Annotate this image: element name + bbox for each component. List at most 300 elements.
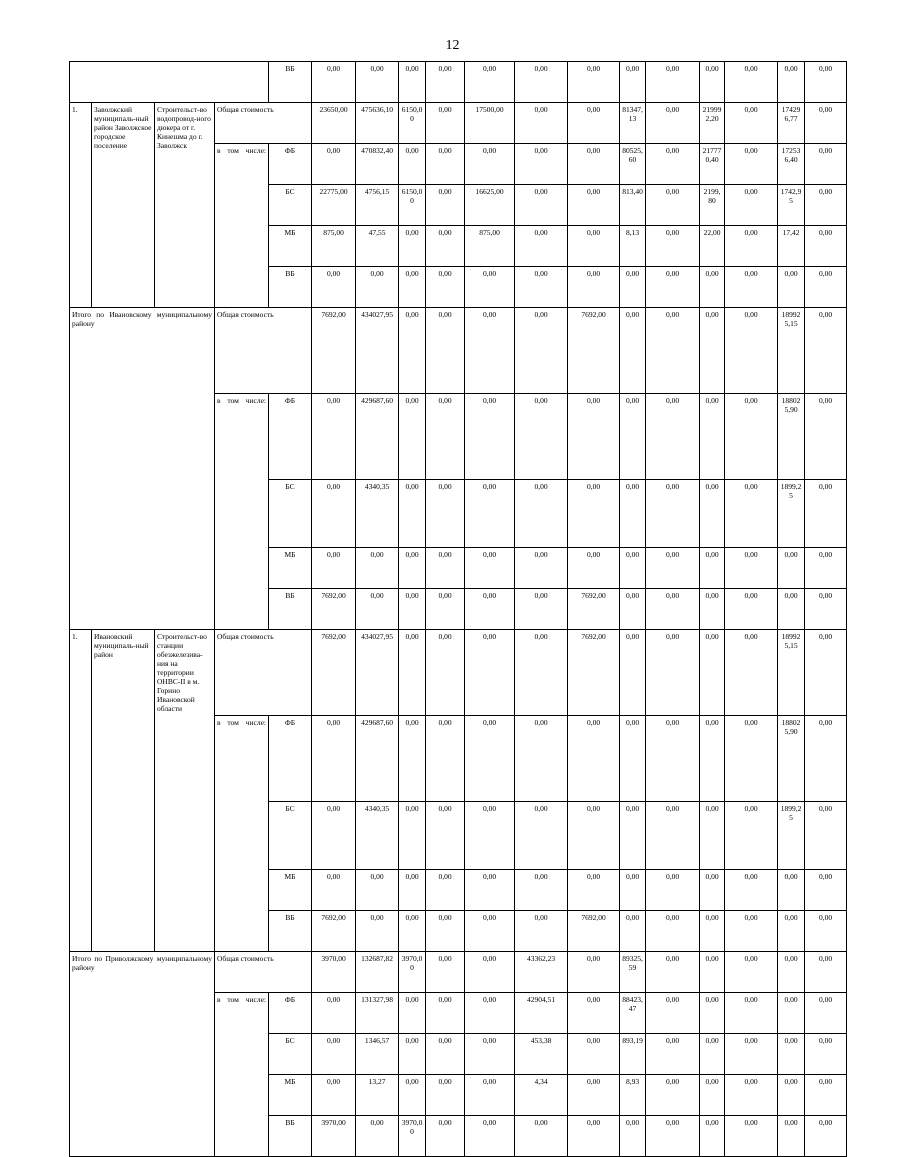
value-cell: 0,00	[700, 1116, 725, 1157]
value-cell: 0,00	[646, 62, 700, 103]
value-cell: 0,00	[700, 870, 725, 911]
table-row	[70, 308, 847, 394]
value-cell: 0,00	[646, 103, 700, 144]
value-cell: 0,00	[399, 548, 426, 589]
value-cell: 0,00	[700, 630, 725, 716]
value-cell: 0,00	[426, 630, 465, 716]
value-cell: 0,00	[465, 1075, 515, 1116]
value-cell: 0,00	[515, 870, 568, 911]
value-cell: 0,00	[805, 630, 847, 716]
value-cell: 8,13	[620, 226, 646, 267]
value-cell: 172536,40	[778, 144, 805, 185]
value-cell: 0,00	[465, 630, 515, 716]
value-cell: 0,00	[620, 308, 646, 394]
value-cell: 0,00	[646, 144, 700, 185]
source-label: БС	[269, 185, 312, 226]
total-cost-label: Общая стоимость	[215, 952, 312, 993]
district-name: Заволжский муниципаль-ный район Заволжское городское поселение	[92, 103, 155, 308]
value-cell: 0,00	[515, 630, 568, 716]
value-cell: 0,00	[399, 589, 426, 630]
value-cell: 7692,00	[568, 630, 620, 716]
value-cell: 0,00	[465, 870, 515, 911]
value-cell: 0,00	[356, 62, 399, 103]
value-cell: 0,00	[426, 103, 465, 144]
value-cell: 0,00	[426, 911, 465, 952]
value-cell: 0,00	[646, 911, 700, 952]
value-cell: 0,00	[465, 952, 515, 993]
value-cell: 0,00	[515, 308, 568, 394]
value-cell: 0,00	[620, 870, 646, 911]
value-cell: 4340,35	[356, 802, 399, 870]
value-cell: 0,00	[725, 226, 778, 267]
value-cell: 0,00	[312, 144, 356, 185]
value-cell: 1899,25	[778, 480, 805, 548]
value-cell: 0,00	[426, 480, 465, 548]
value-cell: 0,00	[725, 1116, 778, 1157]
value-cell: 0,00	[805, 716, 847, 802]
value-cell: 0,00	[805, 952, 847, 993]
value-cell: 0,00	[646, 1075, 700, 1116]
value-cell: 0,00	[700, 911, 725, 952]
value-cell: 3970,00	[312, 1116, 356, 1157]
value-cell: 0,00	[399, 144, 426, 185]
value-cell: 0,00	[568, 394, 620, 480]
value-cell: 0,00	[700, 589, 725, 630]
value-cell: 893,19	[620, 1034, 646, 1075]
value-cell: 0,00	[515, 62, 568, 103]
value-cell: 0,00	[515, 548, 568, 589]
value-cell: 0,00	[646, 267, 700, 308]
value-cell: 4340,35	[356, 480, 399, 548]
value-cell: 0,00	[356, 870, 399, 911]
value-cell: 0,00	[312, 802, 356, 870]
value-cell: 2199,80	[700, 185, 725, 226]
value-cell: 188025,90	[778, 394, 805, 480]
value-cell: 0,00	[725, 993, 778, 1034]
value-cell: 0,00	[465, 394, 515, 480]
object-name: Строительст-во водопровод-ного дюкера от г. Кинешма до г. Заволжск	[155, 103, 215, 308]
value-cell: 0,00	[805, 185, 847, 226]
value-cell: 0,00	[312, 716, 356, 802]
value-cell: 4,34	[515, 1075, 568, 1116]
value-cell: 0,00	[465, 308, 515, 394]
value-cell: 3970,00	[399, 952, 426, 993]
value-cell: 0,00	[568, 1116, 620, 1157]
value-cell: 7692,00	[568, 911, 620, 952]
value-cell: 0,00	[700, 548, 725, 589]
value-cell: 429687,60	[356, 394, 399, 480]
value-cell: 0,00	[805, 1075, 847, 1116]
value-cell: 0,00	[700, 267, 725, 308]
including-label: в том числе:	[215, 993, 269, 1157]
value-cell: 6150,00	[399, 103, 426, 144]
value-cell: 131327,98	[356, 993, 399, 1034]
value-cell: 0,00	[356, 548, 399, 589]
finance-table	[69, 61, 847, 1157]
value-cell: 0,00	[515, 716, 568, 802]
value-cell: 0,00	[426, 952, 465, 993]
value-cell: 0,00	[568, 226, 620, 267]
value-cell: 470832,40	[356, 144, 399, 185]
value-cell: 219992,20	[700, 103, 725, 144]
value-cell: 0,00	[312, 267, 356, 308]
value-cell: 0,00	[620, 62, 646, 103]
value-cell: 0,00	[465, 548, 515, 589]
value-cell: 0,00	[568, 480, 620, 548]
value-cell: 0,00	[426, 394, 465, 480]
value-cell: 813,40	[620, 185, 646, 226]
value-cell: 0,00	[568, 548, 620, 589]
value-cell: 6150,00	[399, 185, 426, 226]
value-cell: 0,00	[312, 62, 356, 103]
source-label: ВБ	[269, 62, 312, 103]
value-cell: 0,00	[426, 1034, 465, 1075]
value-cell: 0,00	[805, 911, 847, 952]
value-cell: 0,00	[700, 1034, 725, 1075]
table-row	[70, 62, 847, 103]
value-cell: 42904,51	[515, 993, 568, 1034]
value-cell: 0,00	[568, 870, 620, 911]
value-cell: 43362,23	[515, 952, 568, 993]
value-cell: 0,00	[515, 589, 568, 630]
source-label: БС	[269, 1034, 312, 1075]
value-cell: 0,00	[725, 802, 778, 870]
value-cell: 80525,60	[620, 144, 646, 185]
value-cell: 0,00	[515, 144, 568, 185]
value-cell: 0,00	[568, 185, 620, 226]
total-cost-label: Общая стоимость	[215, 308, 312, 394]
total-title: Итого по Приволжскому муниципальному району	[70, 952, 215, 1157]
value-cell: 0,00	[725, 548, 778, 589]
value-cell: 0,00	[465, 1116, 515, 1157]
value-cell: 47,55	[356, 226, 399, 267]
value-cell: 0,00	[312, 394, 356, 480]
value-cell: 0,00	[399, 308, 426, 394]
district-name: Ивановский муниципаль-ный район	[92, 630, 155, 952]
source-label: БС	[269, 480, 312, 548]
value-cell: 22775,00	[312, 185, 356, 226]
source-label: ВБ	[269, 267, 312, 308]
value-cell: 0,00	[399, 1075, 426, 1116]
value-cell: 17,42	[778, 226, 805, 267]
value-cell: 0,00	[725, 1034, 778, 1075]
value-cell: 0,00	[620, 630, 646, 716]
including-label: в том числе:	[215, 144, 269, 308]
value-cell: 434027,95	[356, 308, 399, 394]
value-cell: 0,00	[568, 62, 620, 103]
value-cell: 0,00	[312, 480, 356, 548]
value-cell: 475636,10	[356, 103, 399, 144]
value-cell: 0,00	[725, 267, 778, 308]
value-cell: 0,00	[399, 802, 426, 870]
blank-cell	[70, 62, 269, 103]
value-cell: 0,00	[646, 1034, 700, 1075]
value-cell: 0,00	[465, 267, 515, 308]
source-label: ФБ	[269, 716, 312, 802]
value-cell: 0,00	[465, 802, 515, 870]
value-cell: 0,00	[356, 589, 399, 630]
value-cell: 23650,00	[312, 103, 356, 144]
source-label: МБ	[269, 548, 312, 589]
value-cell: 0,00	[620, 802, 646, 870]
value-cell: 453,38	[515, 1034, 568, 1075]
source-label: ФБ	[269, 394, 312, 480]
value-cell: 0,00	[515, 911, 568, 952]
value-cell: 0,00	[426, 993, 465, 1034]
value-cell: 0,00	[620, 480, 646, 548]
source-label: ФБ	[269, 144, 312, 185]
value-cell: 217770,40	[700, 144, 725, 185]
value-cell: 0,00	[805, 62, 847, 103]
value-cell: 8,93	[620, 1075, 646, 1116]
value-cell: 0,00	[805, 103, 847, 144]
value-cell: 0,00	[805, 1034, 847, 1075]
source-label: ВБ	[269, 1116, 312, 1157]
value-cell: 132687,82	[356, 952, 399, 993]
value-cell: 0,00	[700, 62, 725, 103]
value-cell: 0,00	[620, 716, 646, 802]
value-cell: 0,00	[426, 62, 465, 103]
value-cell: 0,00	[646, 548, 700, 589]
value-cell: 88423,47	[620, 993, 646, 1034]
value-cell: 189925,15	[778, 630, 805, 716]
value-cell: 7692,00	[568, 589, 620, 630]
value-cell: 0,00	[312, 993, 356, 1034]
value-cell: 0,00	[778, 267, 805, 308]
value-cell: 0,00	[568, 802, 620, 870]
value-cell: 0,00	[568, 1034, 620, 1075]
value-cell: 0,00	[778, 589, 805, 630]
value-cell: 0,00	[312, 1034, 356, 1075]
value-cell: 0,00	[778, 952, 805, 993]
value-cell: 0,00	[725, 952, 778, 993]
value-cell: 7692,00	[312, 308, 356, 394]
table-row	[70, 103, 847, 144]
value-cell: 0,00	[426, 589, 465, 630]
source-label: МБ	[269, 1075, 312, 1116]
value-cell: 434027,95	[356, 630, 399, 716]
value-cell: 0,00	[700, 394, 725, 480]
value-cell: 3970,00	[399, 1116, 426, 1157]
value-cell: 0,00	[356, 911, 399, 952]
value-cell: 0,00	[700, 716, 725, 802]
value-cell: 0,00	[778, 1075, 805, 1116]
value-cell: 0,00	[700, 480, 725, 548]
value-cell: 0,00	[725, 62, 778, 103]
value-cell: 4756,15	[356, 185, 399, 226]
value-cell: 0,00	[426, 548, 465, 589]
value-cell: 7692,00	[312, 911, 356, 952]
value-cell: 0,00	[356, 267, 399, 308]
value-cell: 0,00	[399, 226, 426, 267]
value-cell: 0,00	[568, 993, 620, 1034]
value-cell: 0,00	[568, 144, 620, 185]
value-cell: 0,00	[725, 870, 778, 911]
value-cell: 0,00	[805, 308, 847, 394]
value-cell: 0,00	[515, 226, 568, 267]
source-label: БС	[269, 802, 312, 870]
value-cell: 0,00	[620, 589, 646, 630]
value-cell: 875,00	[465, 226, 515, 267]
value-cell: 0,00	[700, 993, 725, 1034]
value-cell: 0,00	[620, 267, 646, 308]
value-cell: 0,00	[620, 548, 646, 589]
value-cell: 0,00	[805, 226, 847, 267]
value-cell: 0,00	[805, 548, 847, 589]
value-cell: 0,00	[778, 1034, 805, 1075]
value-cell: 0,00	[700, 802, 725, 870]
value-cell: 0,00	[778, 548, 805, 589]
value-cell: 0,00	[646, 226, 700, 267]
value-cell: 0,00	[778, 911, 805, 952]
value-cell: 0,00	[399, 394, 426, 480]
value-cell: 0,00	[399, 1034, 426, 1075]
value-cell: 0,00	[426, 802, 465, 870]
value-cell: 0,00	[312, 1075, 356, 1116]
value-cell: 1346,57	[356, 1034, 399, 1075]
value-cell: 0,00	[646, 993, 700, 1034]
value-cell: 0,00	[399, 630, 426, 716]
value-cell: 0,00	[568, 952, 620, 993]
value-cell: 0,00	[426, 226, 465, 267]
value-cell: 0,00	[426, 185, 465, 226]
value-cell: 0,00	[725, 103, 778, 144]
table-body	[70, 62, 847, 1157]
value-cell: 0,00	[646, 952, 700, 993]
value-cell: 0,00	[805, 394, 847, 480]
value-cell: 189925,15	[778, 308, 805, 394]
value-cell: 0,00	[725, 144, 778, 185]
row-number: 1.	[70, 103, 92, 308]
value-cell: 22,00	[700, 226, 725, 267]
value-cell: 0,00	[465, 1034, 515, 1075]
value-cell: 0,00	[515, 1116, 568, 1157]
value-cell: 0,00	[805, 1116, 847, 1157]
value-cell: 174296,77	[778, 103, 805, 144]
value-cell: 0,00	[515, 103, 568, 144]
value-cell: 875,00	[312, 226, 356, 267]
value-cell: 0,00	[700, 1075, 725, 1116]
value-cell: 0,00	[426, 1075, 465, 1116]
value-cell: 0,00	[725, 716, 778, 802]
value-cell: 0,00	[515, 480, 568, 548]
value-cell: 0,00	[646, 308, 700, 394]
value-cell: 0,00	[646, 480, 700, 548]
value-cell: 0,00	[725, 394, 778, 480]
table-row	[70, 952, 847, 993]
value-cell: 0,00	[465, 62, 515, 103]
value-cell: 0,00	[620, 394, 646, 480]
value-cell: 0,00	[778, 62, 805, 103]
value-cell: 0,00	[465, 144, 515, 185]
value-cell: 0,00	[646, 870, 700, 911]
value-cell: 0,00	[805, 802, 847, 870]
value-cell: 0,00	[515, 802, 568, 870]
source-label: МБ	[269, 870, 312, 911]
value-cell: 0,00	[399, 911, 426, 952]
value-cell: 0,00	[805, 589, 847, 630]
value-cell: 0,00	[356, 1116, 399, 1157]
value-cell: 0,00	[646, 1116, 700, 1157]
value-cell: 0,00	[568, 267, 620, 308]
value-cell: 1742,95	[778, 185, 805, 226]
table-row	[70, 630, 847, 716]
value-cell: 0,00	[465, 716, 515, 802]
value-cell: 16625,00	[465, 185, 515, 226]
value-cell: 0,00	[426, 267, 465, 308]
value-cell: 0,00	[805, 993, 847, 1034]
value-cell: 7692,00	[568, 308, 620, 394]
value-cell: 89325,59	[620, 952, 646, 993]
value-cell: 0,00	[646, 716, 700, 802]
including-label: в том числе:	[215, 716, 269, 952]
value-cell: 0,00	[399, 480, 426, 548]
row-number: 1.	[70, 630, 92, 952]
value-cell: 0,00	[465, 589, 515, 630]
value-cell: 0,00	[725, 589, 778, 630]
value-cell: 0,00	[805, 267, 847, 308]
value-cell: 0,00	[725, 911, 778, 952]
value-cell: 0,00	[465, 911, 515, 952]
total-title: Итого по Ивановскому муниципальному району	[70, 308, 215, 630]
value-cell: 7692,00	[312, 630, 356, 716]
value-cell: 0,00	[620, 911, 646, 952]
value-cell: 0,00	[646, 802, 700, 870]
value-cell: 0,00	[620, 1116, 646, 1157]
value-cell: 7692,00	[312, 589, 356, 630]
value-cell: 0,00	[646, 589, 700, 630]
value-cell: 0,00	[399, 716, 426, 802]
value-cell: 0,00	[426, 308, 465, 394]
value-cell: 0,00	[515, 267, 568, 308]
value-cell: 0,00	[399, 62, 426, 103]
value-cell: 0,00	[725, 308, 778, 394]
value-cell: 0,00	[725, 185, 778, 226]
value-cell: 0,00	[312, 548, 356, 589]
source-label: МБ	[269, 226, 312, 267]
value-cell: 0,00	[778, 870, 805, 911]
source-label: ВБ	[269, 589, 312, 630]
value-cell: 0,00	[646, 630, 700, 716]
value-cell: 0,00	[805, 480, 847, 548]
value-cell: 0,00	[646, 185, 700, 226]
page-number: 12	[445, 38, 460, 53]
value-cell: 0,00	[778, 993, 805, 1034]
source-label: ФБ	[269, 993, 312, 1034]
object-name: Строительст-во станции обезжелезива-ния на территории ОНВС-II в м. Горино Ивановской области	[155, 630, 215, 952]
value-cell: 81347,13	[620, 103, 646, 144]
value-cell: 429687,60	[356, 716, 399, 802]
value-cell: 0,00	[725, 630, 778, 716]
value-cell: 0,00	[805, 870, 847, 911]
value-cell: 0,00	[515, 185, 568, 226]
total-cost-label: Общая стоимость	[215, 103, 312, 144]
value-cell: 3970,00	[312, 952, 356, 993]
value-cell: 0,00	[646, 394, 700, 480]
source-label: ВБ	[269, 911, 312, 952]
value-cell: 1899,25	[778, 802, 805, 870]
value-cell: 0,00	[568, 716, 620, 802]
value-cell: 188025,90	[778, 716, 805, 802]
value-cell: 0,00	[700, 952, 725, 993]
value-cell: 0,00	[426, 144, 465, 185]
value-cell: 0,00	[426, 870, 465, 911]
value-cell: 0,00	[312, 870, 356, 911]
value-cell: 0,00	[426, 1116, 465, 1157]
value-cell: 0,00	[805, 144, 847, 185]
value-cell: 0,00	[725, 480, 778, 548]
value-cell: 0,00	[399, 870, 426, 911]
